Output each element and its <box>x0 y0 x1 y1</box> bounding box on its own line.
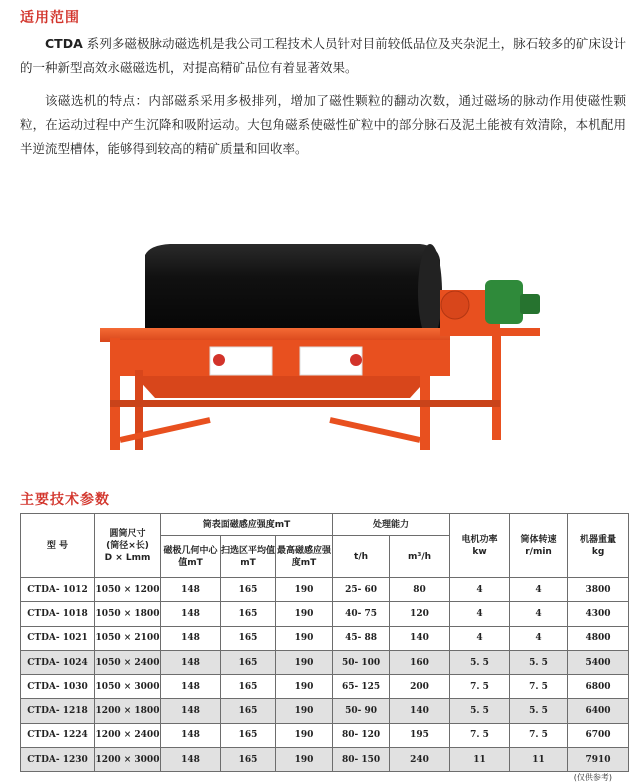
table-row <box>21 723 629 747</box>
cell-max: 190 <box>276 675 333 699</box>
cell-th: 40- 75 <box>333 602 390 626</box>
cell-avg: 165 <box>221 675 276 699</box>
cell-max: 190 <box>276 602 333 626</box>
cell-weight: 6700 <box>568 723 629 747</box>
motor-reducer <box>485 280 523 324</box>
cell-power: 11 <box>450 748 510 772</box>
cell-avg: 165 <box>221 626 276 650</box>
cell-speed: 11 <box>510 748 568 772</box>
cell-power: 7. 5 <box>450 675 510 699</box>
header-drum-size <box>95 514 161 578</box>
drum-end <box>418 244 442 340</box>
spec-table <box>20 513 629 772</box>
header-drum-title: 圆筒尺寸 <box>109 528 146 539</box>
cell-m3h: 140 <box>390 626 450 650</box>
cell-th: 45- 88 <box>333 626 390 650</box>
cell-size: 1050 × 1800 <box>95 602 161 626</box>
cell-size: 1050 × 2100 <box>95 626 161 650</box>
cell-avg: 165 <box>221 748 276 772</box>
header-speed <box>510 514 568 578</box>
cell-weight: 3800 <box>568 578 629 602</box>
cell-model: CTDA- 1224 <box>21 723 95 747</box>
hopper <box>135 376 430 398</box>
logo-left <box>213 354 225 366</box>
cell-th: 50- 90 <box>333 699 390 723</box>
table-row <box>21 699 629 723</box>
cell-center: 148 <box>161 602 221 626</box>
cell-max: 190 <box>276 626 333 650</box>
header-speed-unit: r/min <box>525 546 552 557</box>
cell-m3h: 80 <box>390 578 450 602</box>
header-field-avg: 扫选区平均值mT <box>221 536 276 578</box>
cell-m3h: 160 <box>390 650 450 674</box>
cell-weight: 6800 <box>568 675 629 699</box>
cell-m3h: 195 <box>390 723 450 747</box>
header-capacity: 处理能力 <box>333 514 450 536</box>
cell-avg: 165 <box>221 602 276 626</box>
cell-max: 190 <box>276 723 333 747</box>
cell-m3h: 140 <box>390 699 450 723</box>
cell-max: 190 <box>276 578 333 602</box>
cell-center: 148 <box>161 578 221 602</box>
cell-model: CTDA- 1024 <box>21 650 95 674</box>
cell-center: 148 <box>161 626 221 650</box>
cell-size: 1200 × 2400 <box>95 723 161 747</box>
header-weight <box>568 514 629 578</box>
cell-model: CTDA- 1012 <box>21 578 95 602</box>
cell-max: 190 <box>276 650 333 674</box>
cell-m3h: 120 <box>390 602 450 626</box>
cell-model: CTDA- 1218 <box>21 699 95 723</box>
scope-heading: 适用范围 <box>20 10 80 26</box>
cell-model: CTDA- 1018 <box>21 602 95 626</box>
cell-power: 4 <box>450 602 510 626</box>
cross-beam <box>110 400 500 407</box>
header-power-unit: kw <box>472 546 487 557</box>
header-capacity-th: t/h <box>333 536 390 578</box>
bearing-housing <box>441 291 469 319</box>
cell-m3h: 200 <box>390 675 450 699</box>
cell-speed: 5. 5 <box>510 650 568 674</box>
header-field: 筒表面磁感应强度mT <box>161 514 333 536</box>
cell-max: 190 <box>276 699 333 723</box>
cell-m3h: 240 <box>390 748 450 772</box>
top-frame <box>100 328 450 342</box>
leg-front-left <box>110 338 120 450</box>
cell-center: 148 <box>161 650 221 674</box>
header-drum-unit: D × Lmm <box>104 552 151 563</box>
intro-paragraph-1-text: 系列多磁极脉动磁选机是我公司工程技术人员针对目前较低品位及夹杂泥土，脉石较多的矿床设计的一种新型高效永磁磁选机，对提高精矿品位有着显著效果。 <box>20 36 626 75</box>
cell-size: 1050 × 3000 <box>95 675 161 699</box>
cell-avg: 165 <box>221 699 276 723</box>
cell-th: 65- 125 <box>333 675 390 699</box>
cell-model: CTDA- 1021 <box>21 626 95 650</box>
reference-note: (仅供参考) <box>573 773 612 782</box>
header-power-title: 电机功率 <box>461 534 498 545</box>
cell-speed: 7. 5 <box>510 675 568 699</box>
specs-heading: 主要技术参数 <box>20 492 110 508</box>
cell-model: CTDA- 1230 <box>21 748 95 772</box>
table-row <box>21 578 629 602</box>
header-field-center: 磁极几何中心值mT <box>161 536 221 578</box>
cell-weight: 6400 <box>568 699 629 723</box>
leg-right-outer <box>492 330 501 440</box>
table-row <box>21 626 629 650</box>
header-power <box>450 514 510 578</box>
cell-th: 25- 60 <box>333 578 390 602</box>
cell-model: CTDA- 1030 <box>21 675 95 699</box>
cell-power: 5. 5 <box>450 699 510 723</box>
table-row <box>21 748 629 772</box>
header-field-max: 最高磁感应强度mT <box>276 536 333 578</box>
tank-body <box>120 340 450 376</box>
cell-power: 4 <box>450 626 510 650</box>
header-drum-sub: (筒径×长) <box>106 540 149 551</box>
brand-name: CTDA <box>45 36 83 51</box>
cell-power: 4 <box>450 578 510 602</box>
cell-avg: 165 <box>221 650 276 674</box>
table-row <box>21 650 629 674</box>
cell-weight: 4300 <box>568 602 629 626</box>
cell-center: 148 <box>161 675 221 699</box>
logo-right <box>350 354 362 366</box>
table-row <box>21 602 629 626</box>
cell-center: 148 <box>161 723 221 747</box>
cell-weight: 5400 <box>568 650 629 674</box>
drive-base <box>440 328 540 336</box>
cell-th: 80- 150 <box>333 748 390 772</box>
cell-size: 1200 × 1800 <box>95 699 161 723</box>
cell-speed: 7. 5 <box>510 723 568 747</box>
header-weight-unit: kg <box>591 546 605 557</box>
header-speed-title: 筒体转速 <box>520 534 557 545</box>
cell-size: 1200 × 3000 <box>95 748 161 772</box>
cell-avg: 165 <box>221 723 276 747</box>
brace-right <box>330 420 420 440</box>
header-weight-title: 机器重量 <box>580 534 617 545</box>
intro-paragraph-2: 该磁选机的特点：内部磁系采用多极排列，增加了磁性颗粒的翻动次数，通过磁场的脉动作用使磁性颗粒，在运动过程中产生沉降和吸附运动。大包角磁系使磁性矿粒中的部分脉石及泥土能被有效清除，本机配用半逆流型槽体，能够得到较高的精矿质量和回收率。 <box>20 93 626 156</box>
cell-size: 1050 × 1200 <box>95 578 161 602</box>
cell-power: 5. 5 <box>450 650 510 674</box>
cell-center: 148 <box>161 748 221 772</box>
cell-speed: 5. 5 <box>510 699 568 723</box>
cell-center: 148 <box>161 699 221 723</box>
cell-speed: 4 <box>510 578 568 602</box>
leg-front-right <box>420 370 430 450</box>
cell-th: 80- 120 <box>333 723 390 747</box>
drum <box>145 244 440 338</box>
cell-power: 7. 5 <box>450 723 510 747</box>
cell-size: 1050 × 2400 <box>95 650 161 674</box>
cell-avg: 165 <box>221 578 276 602</box>
brace-left <box>120 420 210 440</box>
cell-weight: 7910 <box>568 748 629 772</box>
cell-weight: 4800 <box>568 626 629 650</box>
magnetic-separator-photo <box>90 220 550 460</box>
cell-speed: 4 <box>510 626 568 650</box>
table-row <box>21 675 629 699</box>
motor-end <box>520 294 540 314</box>
header-capacity-m3h: m³/h <box>390 536 450 578</box>
cell-max: 190 <box>276 748 333 772</box>
intro-paragraph-1 <box>20 32 626 80</box>
cell-speed: 4 <box>510 602 568 626</box>
header-model: 型 号 <box>21 514 95 578</box>
cell-th: 50- 100 <box>333 650 390 674</box>
